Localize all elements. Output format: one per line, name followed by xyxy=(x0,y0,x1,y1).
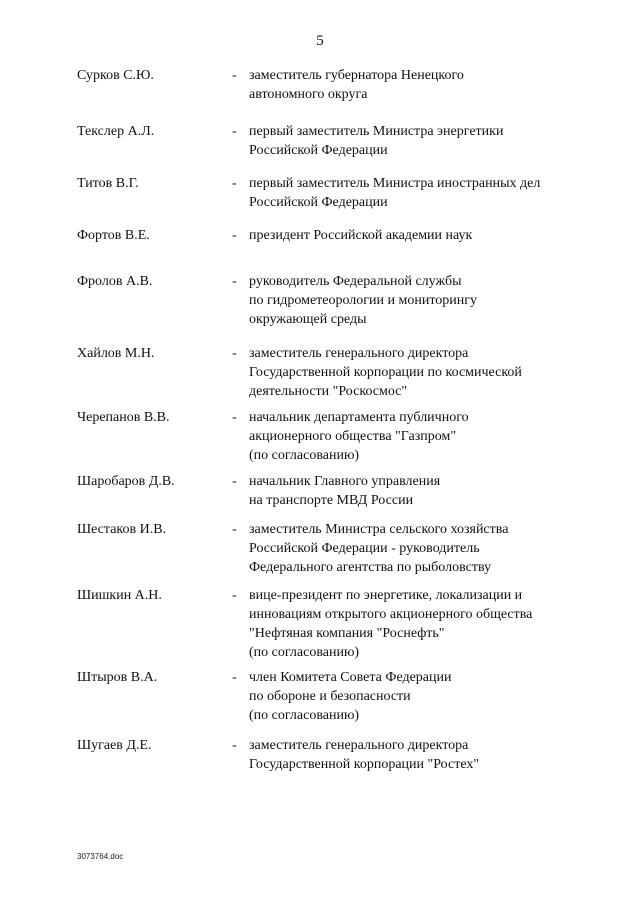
position-line: руководитель Федеральной службы xyxy=(249,274,462,289)
member-position xyxy=(249,122,569,160)
member-position xyxy=(249,408,569,465)
member-position xyxy=(249,520,569,577)
separator-dash: - xyxy=(232,522,237,537)
position-line: заместитель генерального директора xyxy=(249,738,469,753)
position-line: акционерного общества "Газпром" xyxy=(249,429,457,444)
member-name: Сурков С.Ю. xyxy=(77,68,154,83)
member-name: Шаробаров Д.В. xyxy=(77,474,175,489)
member-name: Титов В.Г. xyxy=(77,176,139,191)
member-name: Шугаев Д.Е. xyxy=(77,738,152,753)
position-line: Российской Федерации xyxy=(249,195,388,210)
separator-dash: - xyxy=(232,274,237,289)
separator-dash: - xyxy=(232,474,237,489)
position-line: вице-президент по энергетике, локализации и xyxy=(249,588,523,603)
position-line: (по согласованию) xyxy=(249,708,360,723)
member-name: Фролов А.В. xyxy=(77,274,153,289)
position-line: (по согласованию) xyxy=(249,448,360,463)
position-line: (по согласованию) xyxy=(249,645,360,660)
member-name: Шишкин А.Н. xyxy=(77,588,162,603)
separator-dash: - xyxy=(232,346,237,361)
member-name: Черепанов В.В. xyxy=(77,410,170,425)
position-line: заместитель Министра сельского хозяйства xyxy=(249,522,509,537)
position-line: "Нефтяная компания "Роснефть" xyxy=(249,626,445,641)
separator-dash: - xyxy=(232,68,237,83)
member-position xyxy=(249,174,569,212)
member-position xyxy=(249,472,569,510)
position-line: деятельности "Роскосмос" xyxy=(249,384,408,399)
separator-dash: - xyxy=(232,588,237,603)
member-position xyxy=(249,344,569,401)
separator-dash: - xyxy=(232,228,237,243)
member-name: Фортов В.Е. xyxy=(77,228,150,243)
member-name: Штыров В.А. xyxy=(77,670,158,685)
position-line: на транспорте МВД России xyxy=(249,493,414,508)
position-line: Российской Федерации - руководитель xyxy=(249,541,480,556)
position-line: член Комитета Совета Федерации xyxy=(249,670,452,685)
position-line: по гидрометеорологии и мониторингу xyxy=(249,293,478,308)
member-name: Хайлов М.Н. xyxy=(77,346,155,361)
member-name: Шестаков И.В. xyxy=(77,522,167,537)
position-line: автономного округа xyxy=(249,87,368,102)
position-line: инновациям открытого акционерного общества xyxy=(249,607,533,622)
position-line: первый заместитель Министра энергетики xyxy=(249,124,504,139)
position-line: по обороне и безопасности xyxy=(249,689,411,704)
position-line: президент Российской академии наук xyxy=(249,228,473,243)
member-position xyxy=(249,668,569,725)
file-name-footer: 3073764.doc xyxy=(77,852,124,861)
position-line: Российской Федерации xyxy=(249,143,388,158)
separator-dash: - xyxy=(232,410,237,425)
member-position xyxy=(249,272,569,329)
position-line: Государственной корпорации "Ростех" xyxy=(249,757,480,772)
member-position xyxy=(249,66,569,104)
separator-dash: - xyxy=(232,670,237,685)
separator-dash: - xyxy=(232,738,237,753)
position-line: начальник департамента публичного xyxy=(249,410,469,425)
separator-dash: - xyxy=(232,124,237,139)
position-line: окружающей среды xyxy=(249,312,367,327)
member-name: Текслер А.Л. xyxy=(77,124,155,139)
member-position xyxy=(249,226,569,245)
position-line: Федерального агентства по рыболовству xyxy=(249,560,492,575)
position-line: начальник Главного управления xyxy=(249,474,441,489)
separator-dash: - xyxy=(232,176,237,191)
member-position xyxy=(249,736,569,774)
position-line: Государственной корпорации по космической xyxy=(249,365,522,380)
position-line: заместитель губернатора Ненецкого xyxy=(249,68,464,83)
page-number: 5 xyxy=(316,33,324,49)
position-line: заместитель генерального директора xyxy=(249,346,469,361)
position-line: первый заместитель Министра иностранных дел xyxy=(249,176,541,191)
member-position xyxy=(249,586,569,662)
